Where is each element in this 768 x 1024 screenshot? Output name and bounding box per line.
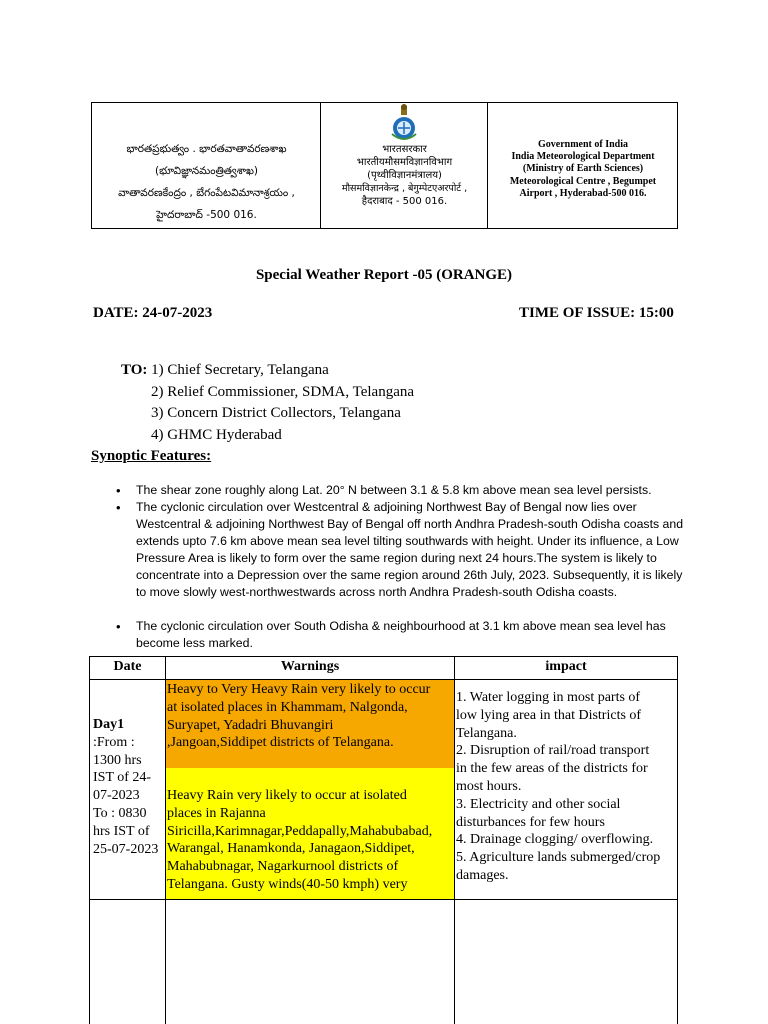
- warning-line: Heavy Rain very likely to occur at isolated: [167, 788, 407, 803]
- hindi-line: भारतसरकार: [382, 144, 427, 155]
- recipient-item: 4) GHMC Hyderabad: [151, 427, 282, 443]
- yellow-warning-text: [167, 787, 455, 894]
- english-line: Meteorological Centre , Begumpet: [509, 176, 657, 187]
- english-line: (Ministry of Earth Sciences): [522, 163, 644, 174]
- hindi-line: मौसमविज्ञानकेन्द्र , बेगुम्पेटएअरपोर्ट ,: [341, 183, 468, 194]
- report-title: Special Weather Report -05 (ORANGE): [255, 267, 513, 283]
- orange-warning-text: [167, 681, 455, 752]
- hindi-address: [321, 103, 488, 228]
- warning-line: places in Rajanna: [167, 805, 266, 821]
- date-line: 25-07-2023: [93, 841, 159, 857]
- warning-line: Heavy to Very Heavy Rain very likely to occur: [167, 682, 431, 697]
- imd-emblem-icon: [388, 104, 420, 142]
- impact-line: damages.: [456, 867, 509, 883]
- english-line: Government of India: [538, 139, 628, 150]
- impact-line: 1. Water logging in most parts of: [456, 690, 641, 705]
- warning-line: Siricilla,Karimnagar,Peddapally,Mahabubabad,: [167, 823, 433, 839]
- telugu-line: (భూవిజ్ఞానమంత్రిత్వశాఖ): [154, 165, 258, 177]
- synoptic-bullet: • The shear zone roughly along Lat. 20° N between 3.1 & 5.8 km above mean sea level persists.: [118, 482, 688, 499]
- header-date: Date: [113, 659, 142, 674]
- recipient-item: 3) Concern District Collectors, Telangana: [151, 405, 401, 421]
- warning-line: at isolated places in Khammam, Nalgonda,: [167, 699, 408, 715]
- date-line: 1300 hrs: [93, 752, 142, 768]
- impact-text: [456, 689, 678, 885]
- warning-line: ,Jangoan,Siddipet districts of Telangana.: [167, 735, 394, 751]
- synoptic-heading: Synoptic Features:: [91, 448, 212, 464]
- telugu-line: హైదరాబాద్ -500 016.: [156, 209, 257, 221]
- warning-line: Warangal, Hanamkonda, Janagaon,Siddipet,: [167, 841, 415, 857]
- telugu-address: [92, 103, 321, 228]
- day-label: Day1: [93, 717, 125, 732]
- report-time: TIME OF ISSUE: 15:00: [519, 305, 674, 321]
- impact-line: disturbances for few hours: [456, 814, 605, 830]
- warning-line: Telangana. Gusty winds(40-50 kmph) very: [167, 876, 408, 892]
- date-line: To : 0830: [93, 805, 147, 821]
- header-impact: impact: [545, 659, 587, 674]
- synoptic-bullet: • The cyclonic circulation over South Odisha & neighbourhood at 3.1 km above mean sea level has become less marked.: [118, 618, 688, 652]
- warning-line: Mahabubnagar, Nagarkurnool districts of: [167, 859, 399, 875]
- header-warnings: Warnings: [280, 659, 340, 674]
- telugu-line: భారతప్రభుత్వం . భారతవాతావరణశాఖ: [126, 143, 287, 155]
- date-line: hrs IST of: [93, 823, 150, 839]
- date-cell: [93, 716, 167, 858]
- date-line: IST of 24-: [93, 770, 152, 786]
- impact-line: Telangana.: [456, 725, 517, 741]
- hindi-line: भारतीयमौसमविज्ञानविभाग: [356, 157, 453, 168]
- warnings-table: [89, 656, 678, 1024]
- recipient-line: [121, 362, 329, 379]
- report-date: DATE: 24-07-2023: [93, 305, 213, 321]
- warning-line: Suryapet, Yadadri Bhuvangiri: [167, 717, 334, 733]
- synoptic-bullet: • The cyclonic circulation over Westcentral & adjoining Northwest Bay of Bengal now lies over Westcentral & adjoining Northwest Bay of Bengal off north Andhra Pradesh-south Odisha coasts and extends upto 7.6 km above mean sea level tilting southwards with height. Under its influence, a Low Pressure Area is likely to form over the same region during next 24 hours.The system is likely to concentrate into a Depression over the same region around 26th July, 2023. Subsequently, it is likely to move slowly west-northwestwards across north Andhra Pradesh-south Odisha coasts.: [118, 499, 688, 618]
- impact-line: most hours.: [456, 778, 522, 794]
- impact-line: 2. Disruption of rail/road transport: [456, 743, 650, 759]
- impact-line: 4. Drainage clogging/ overflowing.: [456, 832, 654, 848]
- telugu-line: వాతావరణకేంద్రం , బేగంపేటవిమానాశ్రయం ,: [118, 187, 295, 199]
- impact-line: in the few areas of the districts for: [456, 761, 648, 777]
- hindi-line: हैदराबाद - 500 016.: [361, 196, 448, 207]
- letterhead-table: [91, 102, 678, 229]
- synoptic-list: [118, 482, 688, 652]
- hindi-line: (पृथ्वीविज्ञानमंत्रालय): [367, 170, 442, 181]
- english-line: India Meteorological Department: [511, 151, 655, 162]
- to-label: TO:: [121, 362, 148, 378]
- english-line: Airport , Hyderabad-500 016.: [519, 188, 647, 199]
- impact-line: 5. Agriculture lands submerged/crop: [456, 850, 661, 866]
- recipient-item: 2) Relief Commissioner, SDMA, Telangana: [151, 384, 415, 400]
- date-line: 07-2023: [93, 788, 140, 804]
- impact-line: 3. Electricity and other social: [456, 796, 621, 812]
- date-line: :From :: [93, 734, 135, 750]
- recipient-item: 1) Chief Secretary, Telangana: [151, 362, 329, 378]
- english-address: [488, 103, 678, 228]
- impact-line: low lying area in that Districts of: [456, 707, 642, 723]
